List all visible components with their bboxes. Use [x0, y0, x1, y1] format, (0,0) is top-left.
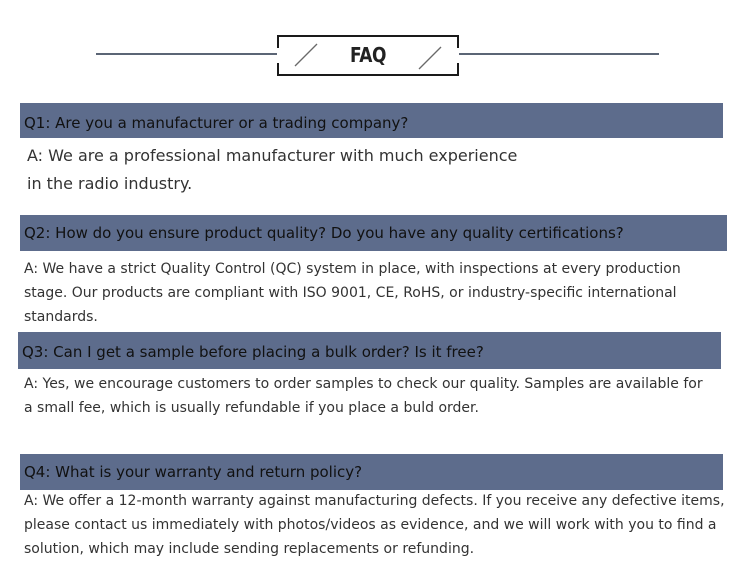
question-bar-3: Q3: Can I get a sample before placing a bulk order? Is it free? [18, 332, 721, 369]
answer-line: A: We offer a 12-month warranty against manufacturing defects. If you receive any defective items, [24, 493, 725, 509]
question-bar-1: Q1: Are you a manufacturer or a trading company? [20, 103, 723, 138]
answer-line: in the radio industry. [27, 174, 193, 193]
answer-line: A: We are a professional manufacturer with much experience [27, 146, 518, 165]
right-divider-line [459, 53, 659, 55]
faq-header [0, 0, 750, 100]
answer-line: A: We have a strict Quality Control (QC) system in place, with inspections at every production [24, 261, 681, 277]
title-frame [277, 35, 459, 76]
answer-1 [27, 142, 527, 198]
left-divider-line [96, 53, 277, 55]
faq-title: FAQ [349, 43, 386, 67]
answer-line: stage. Our products are compliant with ISO 9001, CE, RoHS, or industry-specific international [24, 285, 677, 301]
answer-line: solution, which may include sending replacements or refunding. [24, 541, 475, 557]
answer-line: please contact us immediately with photos/videos as evidence, and we will work with you to find a [24, 517, 717, 533]
answer-line: a small fee, which is usually refundable if you place a buld order. [24, 400, 479, 416]
answer-line: standards. [24, 309, 98, 325]
answer-4 [24, 489, 729, 561]
answer-3 [24, 372, 724, 420]
answer-2 [24, 257, 724, 329]
question-bar-4: Q4: What is your warranty and return policy? [20, 454, 723, 490]
question-bar-2: Q2: How do you ensure product quality? Do you have any quality certifications? [20, 215, 727, 251]
answer-line: A: Yes, we encourage customers to order samples to check our quality. Samples are available for [24, 376, 703, 392]
